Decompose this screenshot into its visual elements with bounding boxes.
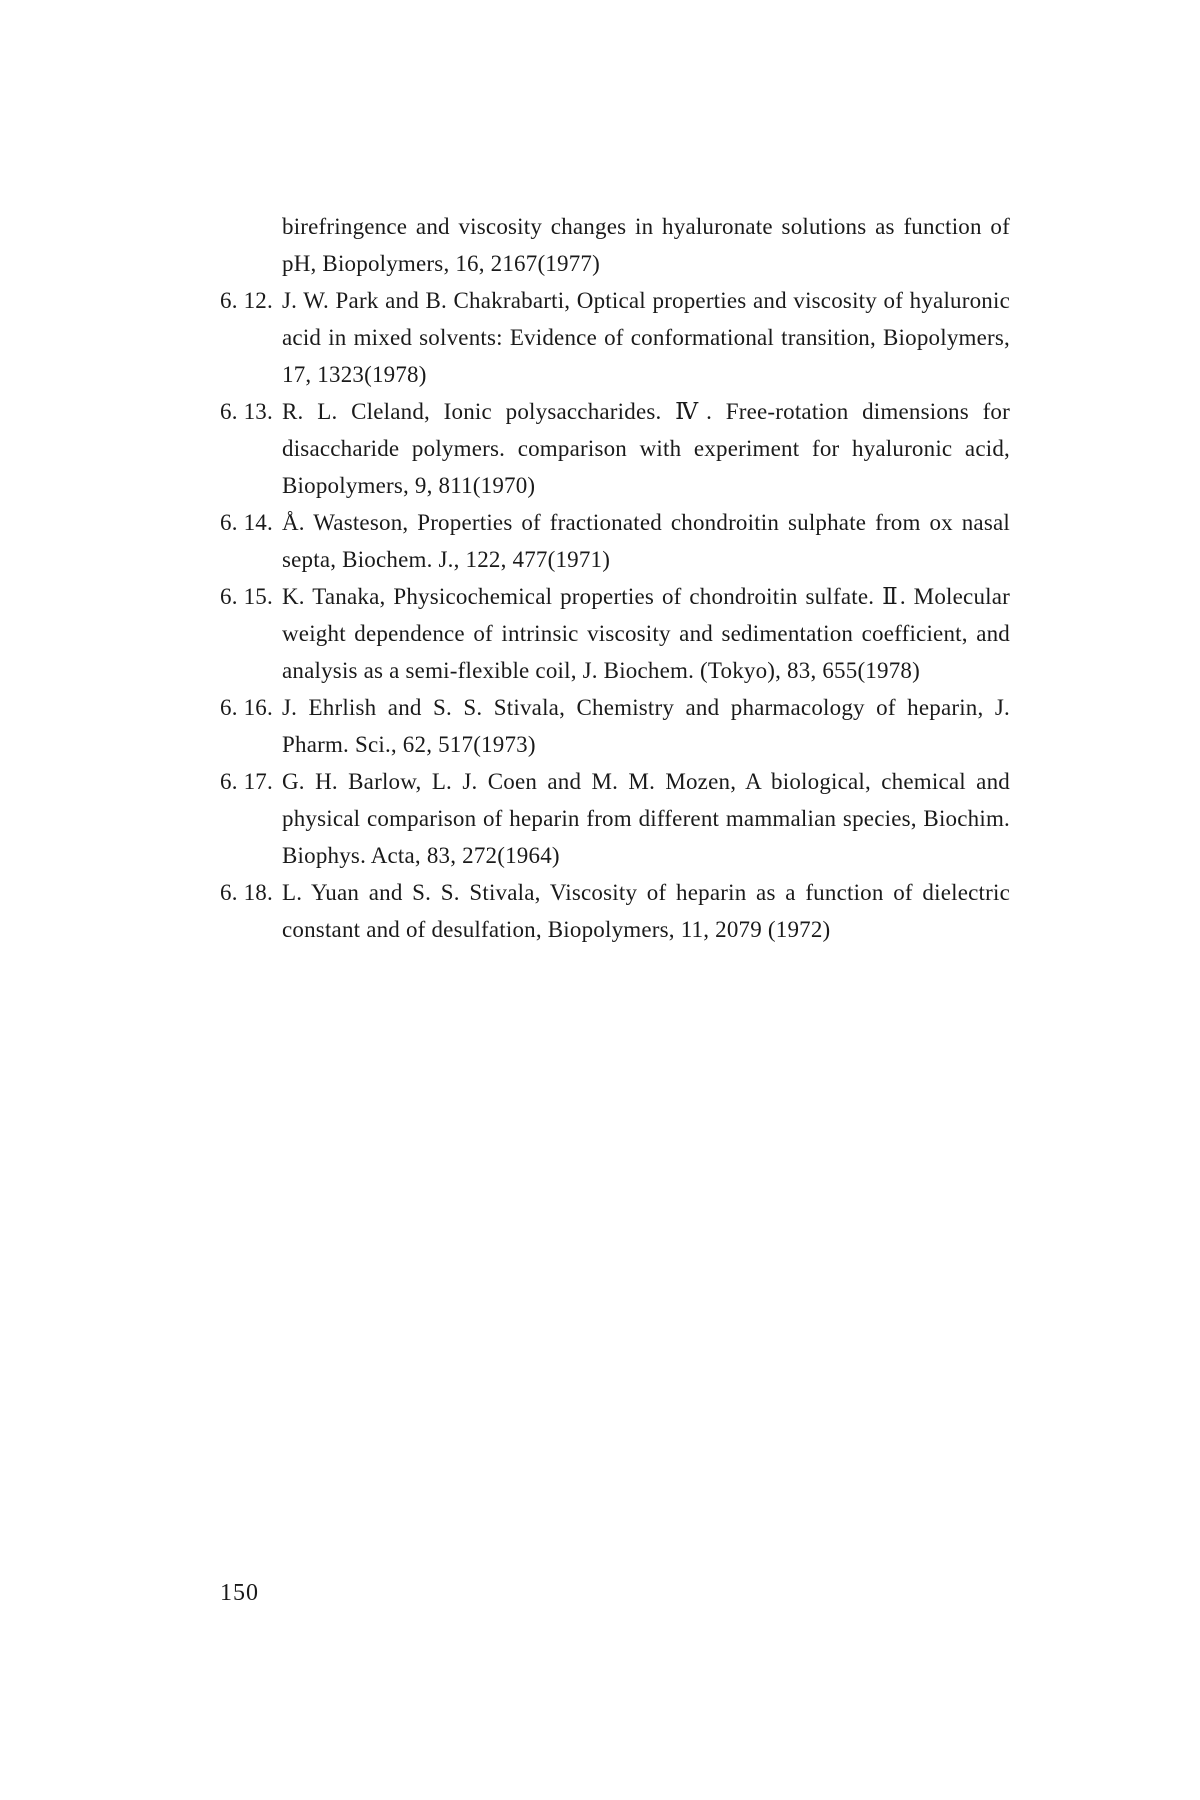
reference-item	[220, 763, 1010, 874]
reference-item	[220, 393, 1010, 504]
reference-number: 6. 13.	[220, 399, 273, 424]
reference-text: R. L. Cleland, Ionic polysaccharides. Ⅳ. Free-rotation dimensions for disaccharide polymers. comparison with experiment for hyaluronic acid, Biopolymers, 9, 811(1970)	[282, 399, 1010, 498]
reference-number: 6. 15.	[220, 584, 273, 609]
reference-item	[220, 689, 1010, 763]
reference-text: J. W. Park and B. Chakrabarti, Optical properties and viscosity of hyaluronic acid in mixed solvents: Evidence of conformational transition, Biopolymers, 17, 1323(1978)	[282, 288, 1010, 387]
reference-item	[220, 874, 1010, 948]
reference-number: 6. 16.	[220, 695, 273, 720]
reference-number: 6. 12.	[220, 288, 273, 313]
reference-continuation: birefringence and viscosity changes in hyaluronate solutions as function of pH, Biopolymers, 16, 2167(1977)	[282, 214, 1010, 276]
reference-number: 6. 18.	[220, 880, 273, 905]
reference-item	[220, 578, 1010, 689]
reference-item	[220, 504, 1010, 578]
reference-text: G. H. Barlow, L. J. Coen and M. M. Mozen, A biological, chemical and physical comparison of heparin from different mammalian species, Biochim. Biophys. Acta, 83, 272(1964)	[282, 769, 1010, 868]
reference-text: L. Yuan and S. S. Stivala, Viscosity of heparin as a function of dielectric constant and of desulfation, Biopolymers, 11, 2079 (1972)	[282, 880, 1010, 942]
reference-text: Å. Wasteson, Properties of fractionated chondroitin sulphate from ox nasal septa, Biochem. J., 122, 477(1971)	[282, 510, 1010, 572]
page-number: 150	[220, 1580, 259, 1606]
reference-text: K. Tanaka, Physicochemical properties of chondroitin sulfate. Ⅱ. Molecular weight dependence of intrinsic viscosity and sedimentation coefficient, and analysis as a semi-flexible coil, J. Biochem. (Tokyo), 83, 655(1978)	[282, 584, 1010, 683]
reference-text: J. Ehrlish and S. S. Stivala, Chemistry and pharmacology of heparin, J. Pharm. Sci., 62, 517(1973)	[282, 695, 1010, 757]
reference-number: 6. 17.	[220, 769, 273, 794]
reference-list	[220, 208, 1010, 948]
reference-number: 6. 14.	[220, 510, 273, 535]
reference-item	[220, 282, 1010, 393]
